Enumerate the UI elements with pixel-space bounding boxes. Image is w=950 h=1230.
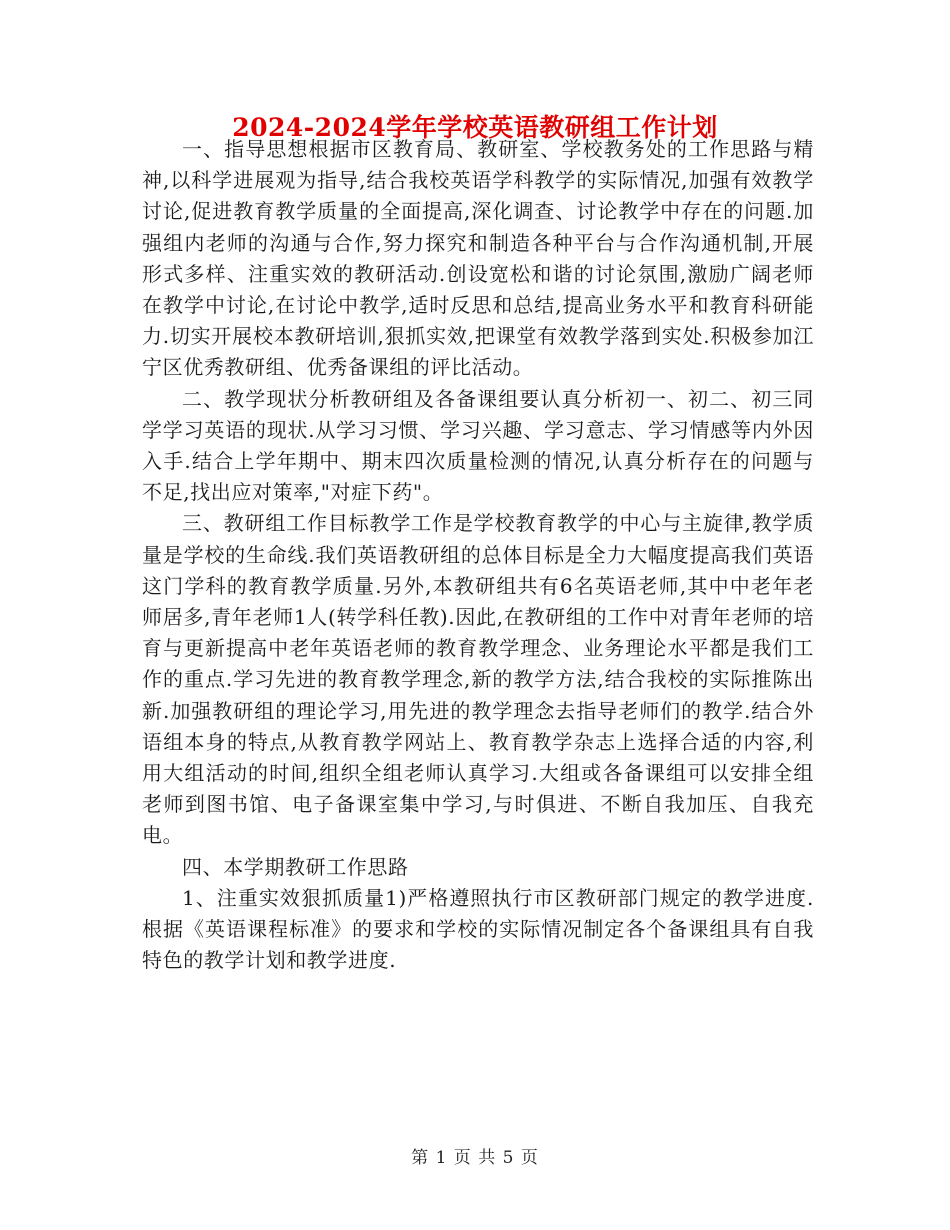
page-number: 第 1 页 共 5 页 [411, 1148, 539, 1168]
paragraph-work-ideas-heading: 四、本学期教研工作思路 [182, 854, 409, 879]
page-footer [0, 1146, 950, 1170]
paragraph-focus-quality: 1、注重实效狠抓质量1)严格遵照执行市区教研部门规定的教学进度.根据《英语课程标准》的要求和学校的实际情况制定各个备课组具有自我特色的教学计划和教学进度. [142, 885, 814, 973]
paragraph-teaching-status: 二、教学现状分析教研组及各备课组要认真分析初一、初二、初三同学学习英语的现状.从学习习惯、学习兴趣、学习意志、学习情感等内外因入手.结合上学年期中、期末四次质量检测的情况,认真分析存在的问题与不足,找出应对策率,"对症下药"。 [142, 386, 814, 505]
paragraph-guiding-ideology: 一、指导思想根据市区教育局、教研室、学校教务处的工作思路与精神,以科学进展观为指导,结合我校英语学科教学的实际情况,加强有效教学讨论,促进教育教学质量的全面提高,深化调查、讨论教学中存在的问题.加强组内老师的沟通与合作,努力探究和制造各种平台与合作沟通机制,开展形式多样、注重实效的教研活动.创设宽松和谐的讨论氛围,激励广阔老师在教学中讨论,在讨论中教学,适时反思和总结,提高业务水平和教育科研能力.切实开展校本教研培训,狠抓实效,把课堂有效教学落到实处.积极参加江宁区优秀教研组、优秀备课组的评比活动。 [142, 137, 814, 380]
document-title: 2024-2024学年学校英语教研组工作计划 [232, 113, 718, 142]
document-body [142, 134, 814, 976]
paragraph-work-goals: 三、教研组工作目标教学工作是学校教育教学的中心与主旋律,教学质量是学校的生命线.我们英语教研组的总体目标是全力大幅度提高我们英语这门学科的教育教学质量.另外,本教研组共有6名英语老师,其中中老年老师居多,青年老师1人(转学科任教).因此,在教研组的工作中对青年老师的培育与更新提高中老年英语老师的教育教学理念、业务理论水平都是我们工作的重点.学习先进的教育教学理念,新的教学方法,结合我校的实际推陈出新.加强教研组的理论学习,用先进的教学理念去指导老师们的教学.结合外语组本身的特点,从教育教学网站上、教育教学杂志上选择合适的内容,利用大组活动的时间,组织全组老师认真学习.大组或各备课组可以安排全组老师到图书馆、电子备课室集中学习,与时俱进、不断自我加压、自我充电。 [142, 511, 814, 848]
